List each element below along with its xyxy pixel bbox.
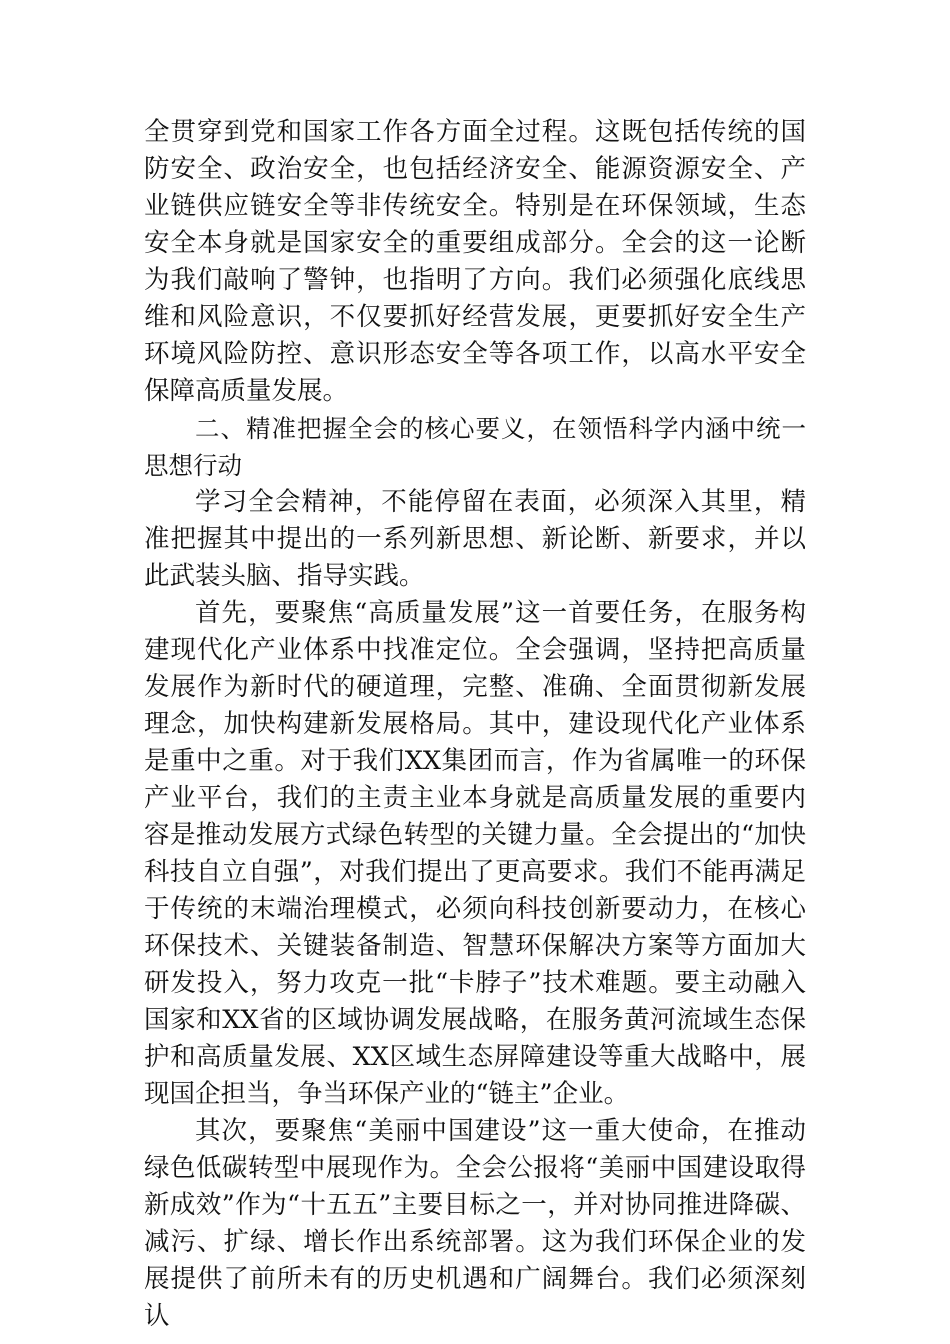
section-heading: 二、精准把握全会的核心要义，在领悟科学内涵中统一思想行动 [144,414,806,480]
paragraph: 其次，要聚焦“美丽中国建设”这一重大使命，在推动绿色低碳转型中展现作为。全会公报将“美丽中国建设取得新成效”作为“十五五”主要目标之一，并对协同推进降碳、减污、扩绿、增长作出系统部署。这为我们环保企业的发展提供了前所未有的历史机遇和广阔舞台。我们必须深刻认 [144,1116,806,1331]
paragraph: 首先，要聚焦“高质量发展”这一首要任务，在服务构建现代化产业体系中找准定位。全会强调，坚持把高质量发展作为新时代的硬道理，完整、准确、全面贯彻新发展理念，加快构建新发展格局。其中，建设现代化产业体系是重中之重。对于我们XX集团而言，作为省属唯一的环保产业平台，我们的主责主业本身就是高质量发展的重要内容是推动发展方式绿色转型的关键力量。全会提出的“加快科技自立自强”，对我们提出了更高要求。我们不能再满足于传统的末端治理模式，必须向科技创新要动力，在核心环保技术、关键装备制造、智慧环保解决方案等方面加大研发投入，努力攻克一批“卡脖子”技术难题。要主动融入国家和XX省的区域协调发展战略，在服务黄河流域生态保护和高质量发展、XX区域生态屏障建设等重大战略中，展现国企担当，争当环保产业的“链主”企业。 [144,598,806,1109]
paragraph: 学习全会精神，不能停留在表面，必须深入其里，精准把握其中提出的一系列新思想、新论断、新要求，并以此武装头脑、指导实践。 [144,487,806,591]
document-body [144,114,806,1335]
paragraph-continuation: 全贯穿到党和国家工作各方面全过程。这既包括传统的国防安全、政治安全，也包括经济安全、能源资源安全、产业链供应链安全等非传统安全。特别是在环保领域，生态安全本身就是国家安全的重要组成部分。全会的这一论断为我们敲响了警钟，也指明了方向。我们必须强化底线思维和风险意识，不仅要抓好经营发展，更要抓好安全生产环境风险防控、意识形态安全等各项工作，以高水平安全保障高质量发展。 [144,117,806,406]
